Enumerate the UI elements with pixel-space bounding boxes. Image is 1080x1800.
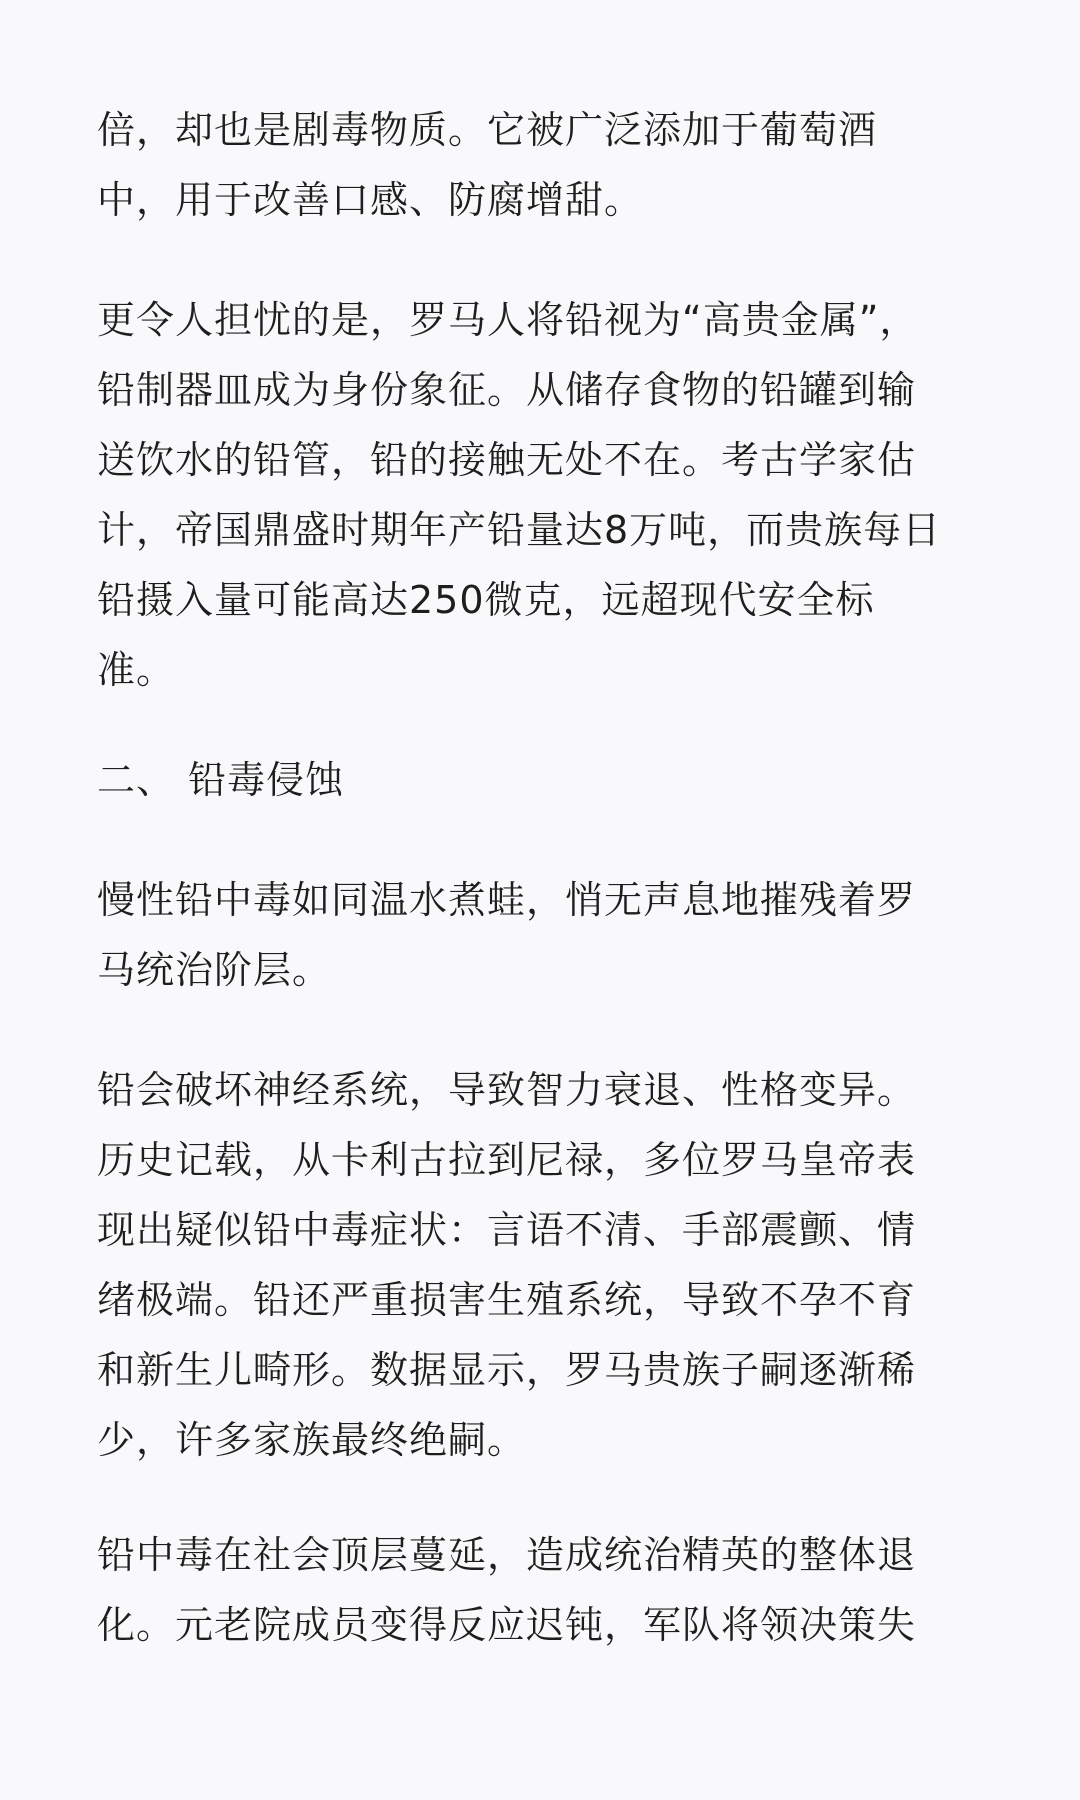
text-line: 和新生儿畸形。数据显示，罗马贵族子嗣逐渐稀 bbox=[97, 1348, 917, 1392]
text-line: 送饮水的铅管，铅的接触无处不在。考古学家估 bbox=[97, 438, 917, 482]
paragraph-nervous-system bbox=[97, 1055, 993, 1475]
text-line: 倍，却也是剧毒物质。它被广泛添加于葡萄酒 bbox=[97, 108, 878, 152]
text-line: 铅会破坏神经系统，导致智力衰退、性格变异。 bbox=[97, 1068, 917, 1112]
text-line: 现出疑似铅中毒症状：言语不清、手部震颤、情 bbox=[97, 1208, 917, 1252]
text-line: 慢性铅中毒如同温水煮蛙，悄无声息地摧残着罗 bbox=[97, 878, 917, 922]
text-line: 马统治阶层。 bbox=[97, 948, 332, 992]
text-line: 历史记载，从卡利古拉到尼禄，多位罗马皇帝表 bbox=[97, 1138, 917, 1182]
text-line: 更令人担忧的是，罗马人将铅视为“高贵金属”， bbox=[97, 298, 919, 342]
text-line: 计，帝国鼎盛时期年产铅量达8万吨，而贵族每日 bbox=[97, 508, 942, 552]
text-line: 绪极端。铅还严重损害生殖系统，导致不孕不育 bbox=[97, 1278, 917, 1322]
paragraph-elite-decline bbox=[97, 1520, 993, 1660]
text-line: 铅摄入量可能高达250微克，远超现代安全标 bbox=[97, 578, 875, 622]
paragraph-chronic-poisoning bbox=[97, 865, 993, 1005]
text-line: 中，用于改善口感、防腐增甜。 bbox=[97, 178, 644, 222]
text-line: 准。 bbox=[97, 648, 176, 692]
text-line: 化。元老院成员变得反应迟钝，军队将领决策失 bbox=[97, 1603, 917, 1647]
section-heading-text: 二、 铅毒侵蚀 bbox=[97, 758, 345, 802]
section-heading bbox=[97, 745, 993, 815]
text-line: 少，许多家族最终绝嗣。 bbox=[97, 1418, 527, 1462]
paragraph-lead-status bbox=[97, 285, 993, 705]
paragraph-wine-additive bbox=[97, 95, 993, 235]
text-line: 铅中毒在社会顶层蔓延，造成统治精英的整体退 bbox=[97, 1533, 917, 1577]
text-line: 铅制器皿成为身份象征。从储存食物的铅罐到输 bbox=[97, 368, 917, 412]
